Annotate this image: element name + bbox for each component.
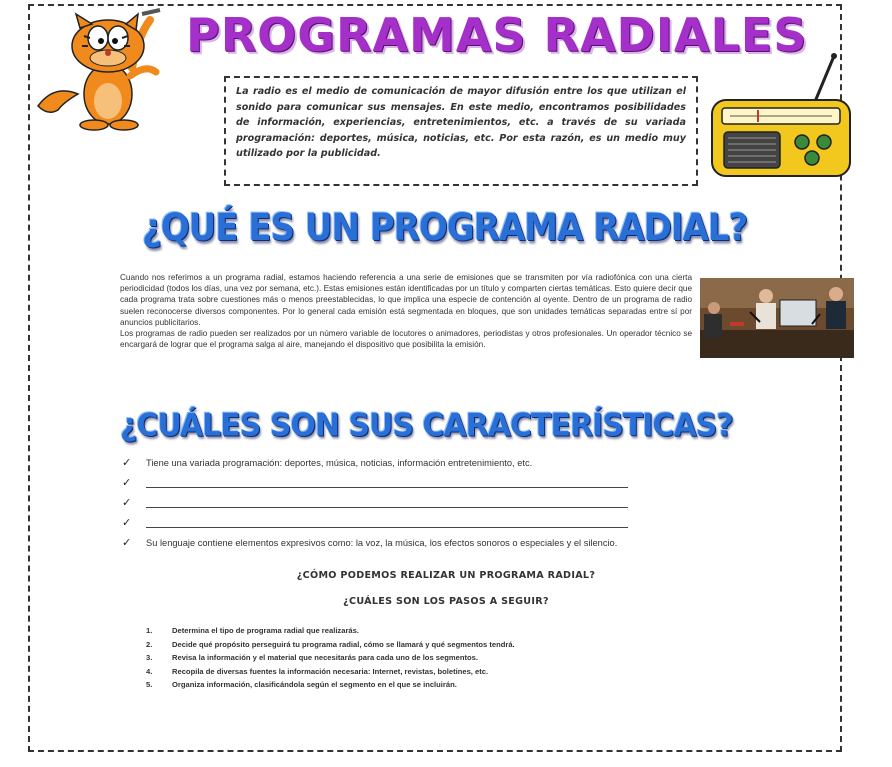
page-title: PROGRAMAS RADIALES bbox=[186, 8, 808, 62]
step-text: Organiza información, clasificándola según el segmento en el que se incluirán. bbox=[172, 680, 457, 689]
cat-illustration bbox=[34, 6, 174, 131]
question-how: ¿CÓMO PODEMOS REALIZAR UN PROGRAMA RADIAL? bbox=[296, 570, 596, 581]
characteristic-item-blank bbox=[120, 517, 760, 533]
radio-studio-photo bbox=[700, 278, 854, 358]
characteristics-list bbox=[120, 457, 760, 557]
step-text: Decide qué propósito perseguirá tu programa radial, cómo se llamará y qué segmentos tendrá. bbox=[172, 639, 515, 649]
step-item bbox=[146, 678, 746, 692]
step-number: 5. bbox=[146, 680, 153, 689]
step-item bbox=[146, 624, 746, 638]
definition-paragraph-2: Los programas de radio pueden ser realizados por un número variable de locutores o animadores, periodistas y otros profesionales. Un operador técnico se encargará de lograr que el programa salga al aire, manejando el dispositivo que posibilita la emisión. bbox=[120, 329, 692, 350]
characteristic-item bbox=[120, 457, 760, 473]
step-item bbox=[146, 651, 746, 665]
question-steps: ¿CUÁLES SON LOS PASOS A SEGUIR? bbox=[343, 596, 549, 607]
section-heading-what-is: ¿QUÉ ES UN PROGRAMA RADIAL? bbox=[142, 206, 748, 250]
characteristic-item bbox=[120, 537, 760, 553]
checkmark-icon: ✓ bbox=[122, 537, 132, 549]
step-number: 2. bbox=[146, 639, 153, 649]
step-text: Determina el tipo de programa radial que realizarás. bbox=[172, 626, 359, 635]
checkmark-icon: ✓ bbox=[122, 497, 132, 509]
radio-illustration bbox=[706, 52, 856, 182]
fill-in-line[interactable] bbox=[146, 477, 628, 488]
section-heading-characteristics: ¿CUÁLES SON SUS CARACTERÍSTICAS? bbox=[120, 407, 733, 444]
fill-in-line[interactable] bbox=[146, 497, 628, 508]
fill-in-line[interactable] bbox=[146, 517, 628, 528]
step-number: 3. bbox=[146, 653, 153, 662]
step-text: Recopila de diversas fuentes la información necesaria: Internet, revistas, boletines, etc. bbox=[172, 666, 489, 676]
characteristic-item-blank bbox=[120, 497, 760, 513]
definition-paragraph-1: Cuando nos referimos a un programa radial, estamos haciendo referencia a una serie de emisiones que se transmiten por vía radiofónica con una cierta periodicidad (todos los días, una vez por semana, etc.). Estas emisiones están identificadas por un título y comparten ciertas temáticas. Esto quiere decir que cada programa trata sobre cuestiones más o menos preestablecidas, lo que implica una especie de contención al oyente. Dentro de un programa de radio suelen reconocerse diversos componentes. Por lo general cada emisión está segmentada en bloques, que son unidades temáticas separadas entre sí por anuncios publicitarios. bbox=[120, 273, 692, 327]
intro-paragraph: La radio es el medio de comunicación de mayor difusión entre los que utilizan el sonido para comunicar sus mensajes. En este medio, encontramos posibilidades de información, experiencias, entretenimientos, etc. a través de su variada programación: deportes, música, noticias, etc. Por esta razón, es un medio muy utilizado por la publicidad. bbox=[224, 76, 698, 186]
step-item bbox=[146, 638, 746, 652]
characteristic-text: Su lenguaje contiene elementos expresivos como: la voz, la música, los efectos sonoros o especiales y el silencio. bbox=[146, 538, 618, 548]
step-item bbox=[146, 665, 746, 679]
characteristic-item-blank bbox=[120, 477, 760, 493]
checkmark-icon: ✓ bbox=[122, 457, 132, 469]
characteristic-text: Tiene una variada programación: deportes, música, noticias, información entretenimiento, etc. bbox=[146, 458, 533, 468]
step-number: 1. bbox=[146, 626, 153, 635]
steps-list bbox=[146, 624, 746, 692]
checkmark-icon: ✓ bbox=[122, 477, 132, 489]
checkmark-icon: ✓ bbox=[122, 517, 132, 529]
definition-text bbox=[120, 272, 692, 350]
step-text: Revisa la información y el material que necesitarás para cada uno de los segmentos. bbox=[172, 653, 478, 662]
step-number: 4. bbox=[146, 666, 153, 676]
